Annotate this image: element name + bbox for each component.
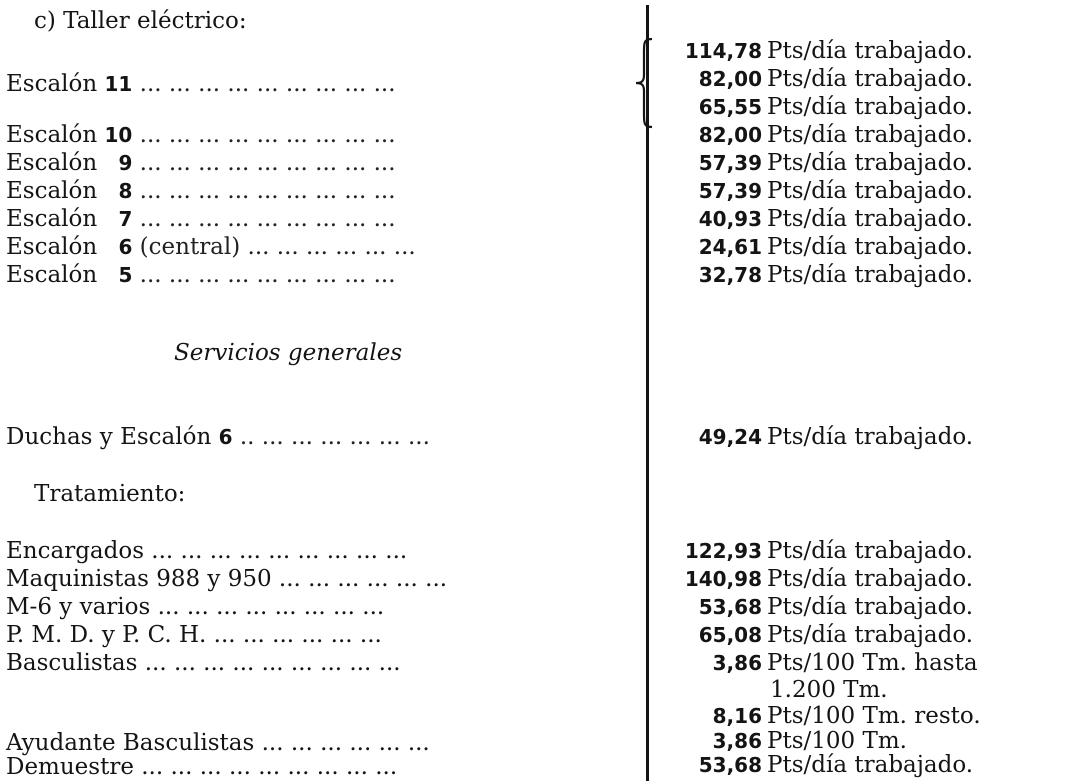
row-number: 6 — [104, 235, 133, 259]
row-number: 10 — [104, 123, 133, 147]
row-tratamiento: P. M. D. y P. C. H. ... ... ... ... ... ... — [6, 622, 382, 648]
unit: Pts/día trabajado. — [767, 94, 974, 120]
unit: Pts/día trabajado. — [767, 150, 974, 176]
unit: Pts/día trabajado. — [767, 178, 974, 204]
continuation-text: 1.200 Tm. — [770, 677, 888, 703]
row-label: Escalón — [6, 122, 98, 148]
section-title: Servicios generales — [174, 340, 403, 366]
row-demuestre: Demuestre ... ... ... ... ... ... ... ... ... — [6, 754, 398, 780]
amount: 65,55 — [698, 95, 762, 119]
row-label: Escalón — [6, 234, 98, 260]
row-tratamiento: Maquinistas 988 y 950 ... ... ... ... ... ... — [6, 566, 448, 592]
row-label: Duchas y Escalón — [6, 424, 212, 450]
row-number: 11 — [104, 72, 133, 96]
row-escalon — [6, 206, 396, 232]
unit: Pts/día trabajado. — [767, 594, 974, 620]
unit: Pts/día trabajado. — [767, 234, 974, 260]
leader-dots: ... ... ... ... ... ... ... ... ... — [132, 150, 396, 176]
leader-dots: ... ... ... ... ... ... ... ... ... — [132, 262, 396, 288]
row-tratamiento: Encargados ... ... ... ... ... ... ... ... ... — [6, 538, 408, 564]
row-label: Escalón — [6, 262, 98, 288]
row-escalon-11 — [6, 71, 396, 97]
amount: 114,78 — [684, 39, 762, 63]
row-escalon — [6, 234, 416, 260]
amount: 40,93 — [698, 207, 762, 231]
row-number: 8 — [104, 179, 133, 203]
unit: Pts/día trabajado. — [767, 752, 974, 778]
row-label: Escalón — [6, 150, 98, 176]
amount: 32,78 — [698, 263, 762, 287]
amount: 57,39 — [698, 151, 762, 175]
unit: Pts/día trabajado. — [767, 66, 974, 92]
amount: 8,16 — [712, 704, 762, 728]
unit: Pts/100 Tm. — [767, 728, 907, 754]
leader-dots: (central) ... ... ... ... ... ... — [132, 234, 416, 260]
leader-dots: ... ... ... ... ... ... ... ... ... — [132, 71, 396, 97]
row-ayudante: Ayudante Basculistas ... ... ... ... ... ... — [6, 730, 430, 756]
leader-dots: .. ... ... ... ... ... ... — [232, 424, 430, 450]
row-number: 6 — [218, 425, 233, 449]
row-escalon — [6, 262, 396, 288]
amount: 65,08 — [698, 623, 762, 647]
section-heading-c: c) Taller eléctrico: — [34, 8, 247, 34]
unit: Pts/día trabajado. — [767, 206, 974, 232]
row-escalon — [6, 150, 396, 176]
row-number: 9 — [104, 151, 133, 175]
row-duchas — [6, 424, 430, 450]
unit: Pts/100 Tm. hasta — [767, 650, 978, 676]
row-tratamiento: M-6 y varios ... ... ... ... ... ... ... ... — [6, 594, 385, 620]
amount: 82,00 — [698, 123, 762, 147]
unit: Pts/día trabajado. — [767, 262, 974, 288]
amount: 3,86 — [712, 651, 762, 675]
row-label: Escalón — [6, 178, 98, 204]
unit: Pts/día trabajado. — [767, 566, 974, 592]
amount: 122,93 — [684, 539, 762, 563]
row-number: 5 — [104, 263, 133, 287]
amount: 140,98 — [684, 567, 762, 591]
row-number: 7 — [104, 207, 133, 231]
leader-dots: ... ... ... ... ... ... ... ... ... — [132, 206, 396, 232]
amount: 57,39 — [698, 179, 762, 203]
amount: 49,24 — [698, 425, 762, 449]
unit: Pts/día trabajado. — [767, 622, 974, 648]
row-escalon — [6, 178, 396, 204]
tratamiento-heading: Tratamiento: — [34, 481, 186, 507]
row-label: Escalón — [6, 71, 98, 97]
amount: 3,86 — [712, 729, 762, 753]
leader-dots: ... ... ... ... ... ... ... ... ... — [132, 178, 396, 204]
curly-brace — [634, 37, 654, 129]
amount: 82,00 — [698, 67, 762, 91]
amount: 53,68 — [698, 595, 762, 619]
unit: Pts/día trabajado. — [767, 424, 974, 450]
row-escalon — [6, 122, 396, 148]
leader-dots: ... ... ... ... ... ... ... ... ... — [132, 122, 396, 148]
unit: Pts/día trabajado. — [767, 122, 974, 148]
row-label: Escalón — [6, 206, 98, 232]
row-tratamiento: Basculistas ... ... ... ... ... ... ... ... ... — [6, 650, 401, 676]
unit: Pts/día trabajado. — [767, 38, 974, 64]
amount: 53,68 — [698, 753, 762, 777]
unit: Pts/día trabajado. — [767, 538, 974, 564]
unit: Pts/100 Tm. resto. — [767, 703, 981, 729]
amount: 24,61 — [698, 235, 762, 259]
